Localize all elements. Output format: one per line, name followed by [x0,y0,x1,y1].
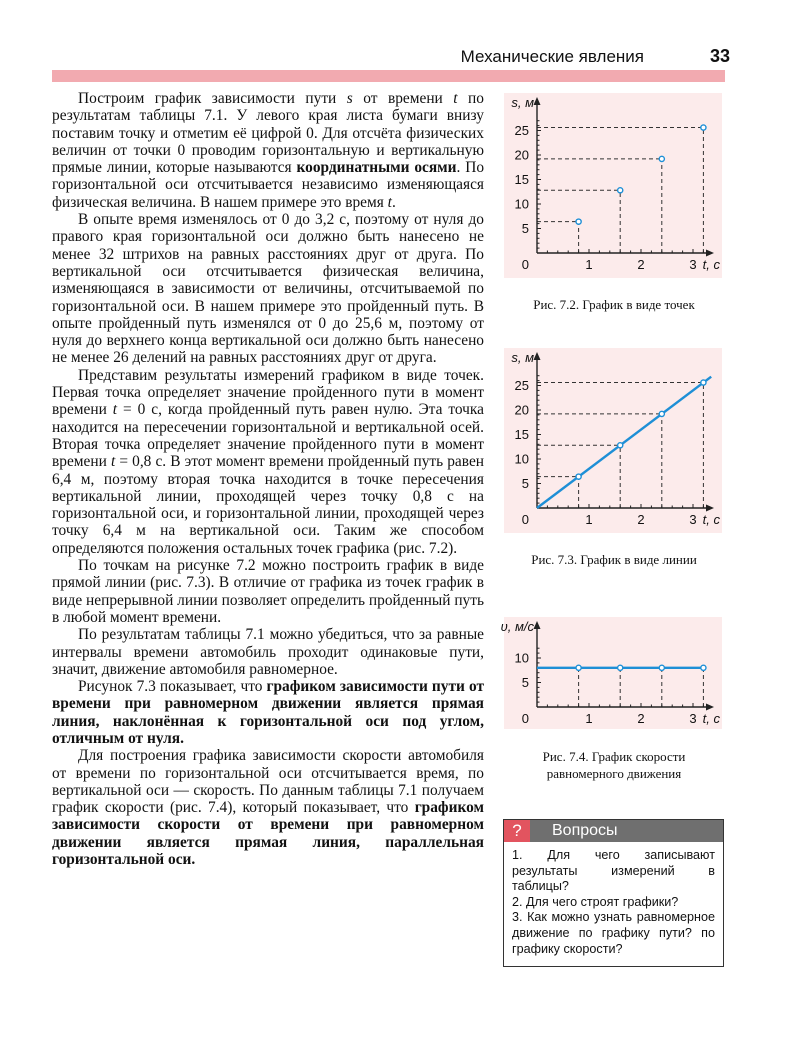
paragraph [52,557,484,626]
y-tick-label: 5 [521,476,529,491]
x-axis-arrow-icon [706,250,714,257]
data-point [618,665,623,670]
data-point [659,156,664,161]
y-axis-label: s, м [511,95,534,110]
y-axis-label: υ, м/с [500,619,534,634]
origin-label: 0 [521,257,529,272]
x-tick-label: 1 [585,512,593,527]
paragraph [52,90,484,211]
paragraph [52,367,484,557]
y-tick-label: 20 [514,147,529,163]
page-number: 33 [709,46,730,66]
y-tick-label: 25 [514,378,529,393]
y-axis-arrow-icon [534,621,541,629]
x-axis-arrow-icon [706,704,714,711]
y-tick-label: 20 [514,402,529,418]
text-run: = 0 с, когда пройденный путь равен нулю. Эта точка находится на пересечении горизонтальной и вертикальной осей. Вторая точка определяет значение пройденного пути в момент времени [52,401,484,471]
body-text [52,90,484,868]
series-line [537,377,711,508]
text-run: Для построения графика зависимости скорости автомобиля от времени по горизонтальной оси отсчитывается время, по вертикальной оси — скорость. По данным таблицы 7.1 получаем график скорости (рис. 7.4), который показывает, что [52,747,484,817]
question-mark-icon: ? [504,820,530,842]
questions-header [504,820,723,842]
y-tick-label: 10 [514,451,529,467]
x-axis-label: t, с [702,257,720,272]
questions-title: Вопросы [552,822,618,839]
question-item: 1. Для чего записывают результаты измерений в таблицы? [512,848,715,894]
x-tick-label: 1 [585,257,593,272]
italic-variable: t [387,193,392,211]
caption-7-4: Рис. 7.4. График скорости равномерного движения [542,749,686,781]
data-point [701,125,706,130]
x-tick-label: 3 [689,711,697,726]
y-tick-label: 5 [521,675,529,690]
paragraph [52,211,484,367]
text-run: Представим результаты измерений графиком в виде точек. Первая точка определяет значение пройденного пути в момент времени [52,366,484,419]
data-point [659,411,664,416]
x-tick-label: 1 [585,711,593,726]
x-tick-label: 2 [637,512,645,527]
bold-text: координатными осями [296,159,457,177]
chart-7-2 [504,93,722,278]
bold-text: графиком зависимости пути от времени при равномерном движении является прямая линия, наклонённая к горизонтальной оси под углом, отличным от нуля. [52,678,484,747]
questions-box [503,819,724,967]
x-tick-label: 3 [689,257,697,272]
chart-7-3 [504,348,722,533]
data-point [701,380,706,385]
text-run: По точкам на рисунке 7.2 можно построить график в виде прямой линии (рис. 7.3). В отличие от графика из точек график в виде непрерывной линии позволяет определить пройденный путь в любой момент времени. [52,557,484,626]
header-bar [52,70,725,82]
x-tick-label: 3 [689,512,697,527]
figure-7-4 [500,617,722,729]
data-point [576,474,581,479]
caption-7-2: Рис. 7.2. График в виде точек [533,297,695,312]
paragraph [52,747,484,868]
y-tick-label: 10 [514,650,529,666]
paragraph [52,678,484,747]
text-run: по результатам таблицы 7.1. У левого края листа бумаги внизу поставим точку и отметим её цифрой 0. Для отсчёта физических величин от точки 0 проводим горизонтальную и вертикальную прямые линии, которые называются [52,90,484,177]
caption-7-3: Рис. 7.3. График в виде линии [531,552,697,567]
data-point [701,665,706,670]
x-tick-label: 2 [637,257,645,272]
chart-7-4 [500,617,722,729]
italic-variable: t [453,90,458,107]
data-point [576,665,581,670]
y-tick-label: 10 [514,196,529,212]
text-run: от времени [352,90,454,107]
origin-label: 0 [521,512,529,527]
y-axis-arrow-icon [534,97,541,105]
figure-7-3 [504,348,722,533]
question-item: 2. Для чего строят графики? [512,894,679,909]
page-header-title: Механические явления [460,47,644,66]
y-axis-label: s, м [511,350,534,365]
data-point [576,219,581,224]
bold-text: графиком зависимости скорости от времени при равномерном движении является прямая линия, параллельная горизонтальной оси. [52,799,484,869]
text-run: . По горизонтальной оси отсчитывается независимо изменяющаяся физическая величина. В нашем примере это время [52,159,485,211]
y-tick-label: 15 [514,172,529,187]
question-item: 3. Как можно узнать равномерное движение по графику пути? по графику скорости? [512,910,715,956]
text-run: . [391,193,396,211]
text-run: Построим график зависимости пути [78,90,347,107]
data-point [618,443,623,448]
origin-label: 0 [521,711,529,726]
x-tick-label: 2 [637,711,645,726]
data-point [618,188,623,193]
italic-variable: t [110,453,116,471]
figure-7-2 [504,93,722,278]
text-run: В опыте время изменялось от 0 до 3,2 с, поэтому от нуля до правого края горизонтальной оси должно быть нанесено не менее 32 штрихов на равных расстояниях друг от друга. По вертикальной оси отсчитывается физическая величина, изменяющаяся в зависимости от величины, отсчитываемой по горизонтальной оси. В нашем примере это пройденный путь. В опыте пройденный путь изменялся от 0 до 25,6 м, поэтому от нуля до верхнего конца вертикальной оси должно быть нанесено не менее 26 делений на равных расстояниях друг от друга. [52,211,484,367]
text-run: Рисунок 7.3 показывает, что [78,678,267,696]
x-axis-arrow-icon [706,505,714,512]
y-tick-label: 25 [514,123,529,138]
x-axis-label: t, с [702,512,720,527]
text-run: По результатам таблицы 7.1 можно убедиться, что за равные интервалы времени автомобиль проходит одинаковые пути, значит, движение автомобиля равномерное. [52,626,484,678]
paragraph [52,626,484,678]
data-point [659,665,664,670]
questions-list [504,842,723,957]
x-axis-label: t, с [702,711,720,726]
y-tick-label: 15 [514,427,529,442]
y-axis-arrow-icon [534,352,541,360]
italic-variable: t [112,401,118,419]
italic-variable: s [346,90,353,107]
y-tick-label: 5 [521,221,529,236]
text-run: = 0,8 с. В этот момент времени пройденный путь равен 6,4 м, поэтому вторая точка находится в точке пересечения вертикальной линии, проходящей через точку 0,8 с на горизонтальной оси, и горизонтальной линии, проходящей через точку 6,4 м на вертикальной оси. Таким же способом определяются положения остальных точек графика (рис. 7.2). [52,453,485,557]
